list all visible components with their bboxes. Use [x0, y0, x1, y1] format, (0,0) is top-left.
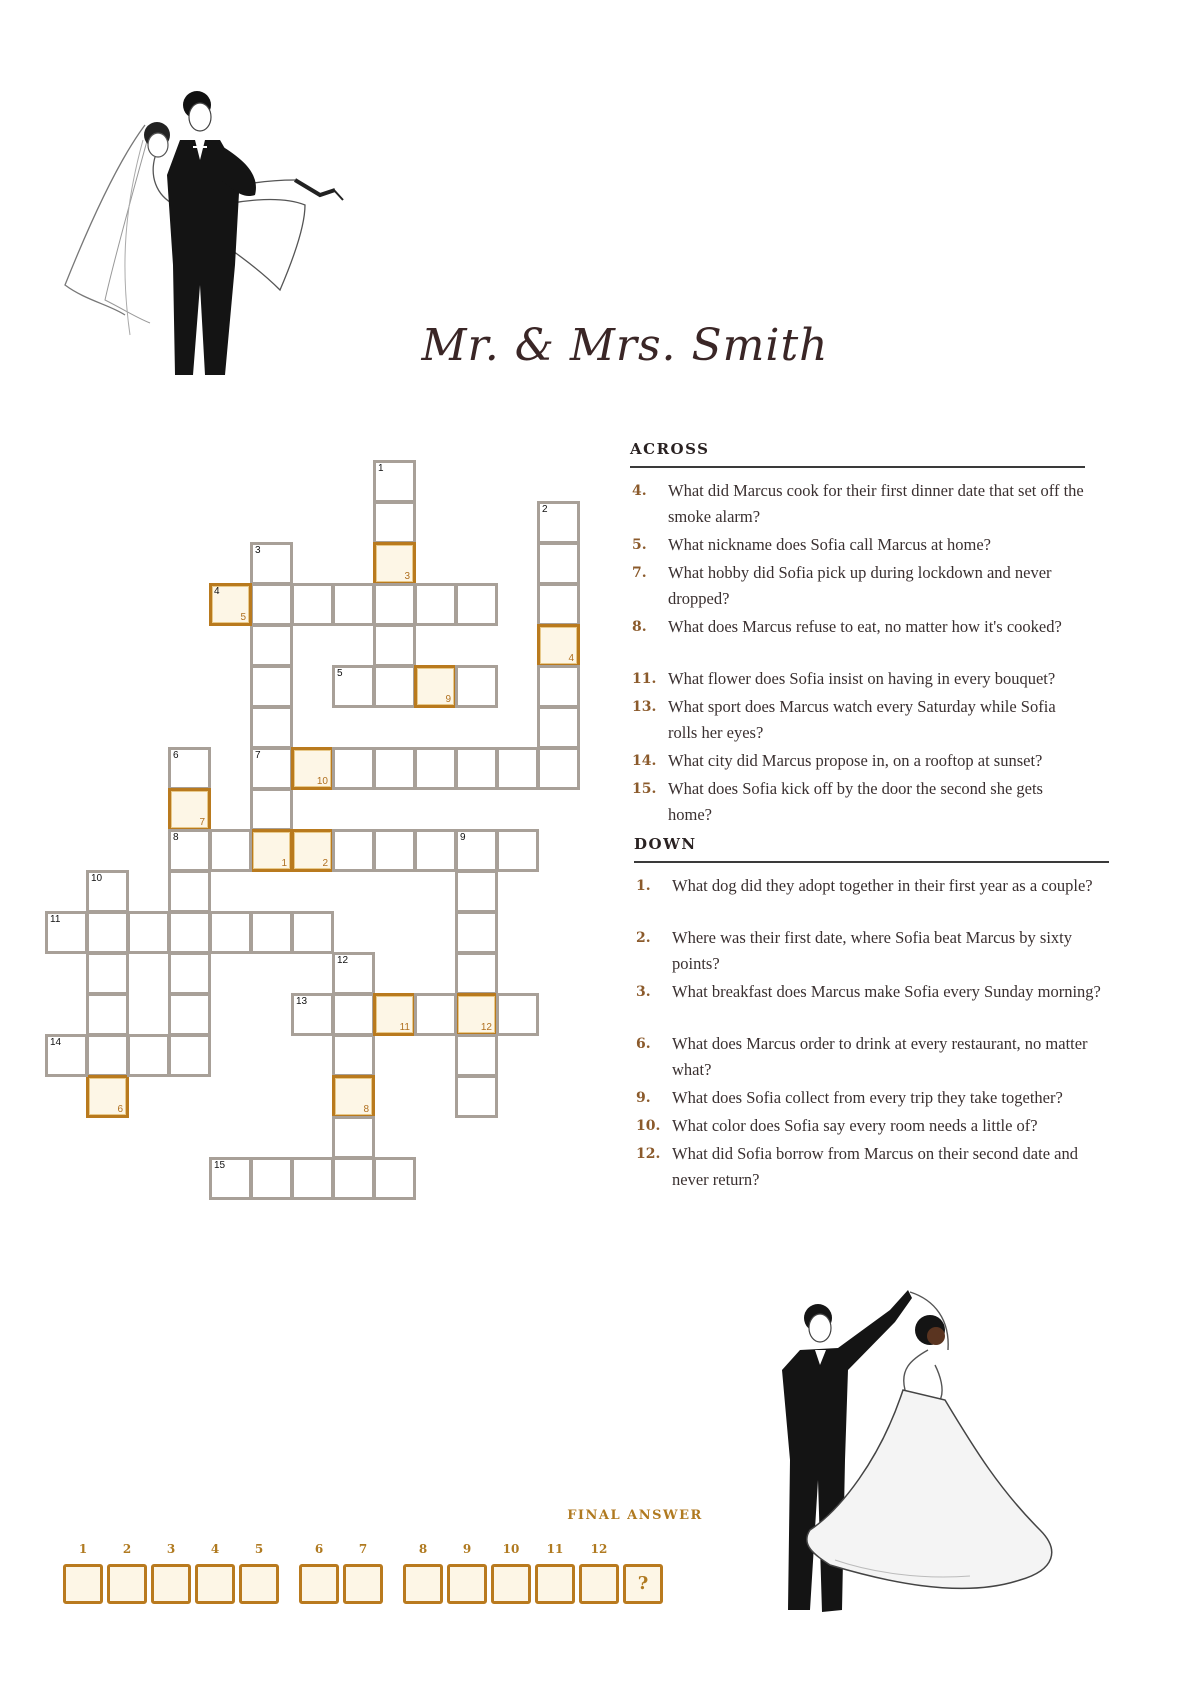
crossword-cell[interactable]	[332, 1157, 375, 1200]
crossword-cell[interactable]	[250, 788, 293, 831]
final-answer-label: 1	[78, 1542, 88, 1556]
final-answer-label: 11	[546, 1542, 564, 1556]
crossword-cell[interactable]	[86, 1034, 129, 1077]
crossword-cell[interactable]	[373, 829, 416, 872]
crossword-cell[interactable]	[127, 1034, 170, 1077]
final-answer-label: 3	[166, 1542, 176, 1556]
crossword-cell[interactable]	[168, 747, 211, 790]
highlighted-cell[interactable]	[537, 624, 580, 667]
crossword-cell[interactable]	[373, 460, 416, 503]
crossword-cell[interactable]	[332, 665, 375, 708]
crossword-cell[interactable]	[455, 1075, 498, 1118]
crossword-cell[interactable]	[537, 665, 580, 708]
crossword-cell[interactable]	[414, 829, 457, 872]
answer-letter-index: 3	[404, 571, 410, 582]
crossword-cell[interactable]	[455, 583, 498, 626]
across-clue: 13. What sport does Marcus watch every Saturday while Sofia rolls her eyes?	[632, 697, 1056, 742]
crossword-cell[interactable]	[537, 747, 580, 790]
highlighted-cell[interactable]	[455, 993, 498, 1036]
final-answer-box[interactable]	[299, 1564, 339, 1604]
answer-letter-index: 2	[322, 858, 328, 869]
crossword-cell[interactable]	[168, 993, 211, 1036]
crossword-cell[interactable]	[250, 542, 293, 585]
final-answer-box[interactable]	[151, 1564, 191, 1604]
highlighted-cell[interactable]	[209, 583, 252, 626]
highlighted-cell[interactable]	[291, 747, 334, 790]
crossword-cell[interactable]	[455, 829, 498, 872]
highlighted-cell[interactable]	[291, 829, 334, 872]
down-clue: 12. What did Sofia borrow from Marcus on their second date and never return?	[636, 1144, 1078, 1189]
page-title: Mr. & Mrs. Smith	[421, 320, 829, 371]
answer-letter-index: 10	[316, 776, 328, 787]
crossword-cell[interactable]	[45, 911, 88, 954]
crossword-cell[interactable]	[332, 1034, 375, 1077]
crossword-cell[interactable]	[86, 870, 129, 913]
final-answer-box[interactable]	[447, 1564, 487, 1604]
crossword-cell[interactable]	[168, 870, 211, 913]
crossword-cell[interactable]	[209, 829, 252, 872]
crossword-cell[interactable]	[373, 747, 416, 790]
across-clue: 15. What does Sofia kick off by the door the second she gets home?	[632, 779, 1043, 824]
crossword-cell[interactable]	[455, 665, 498, 708]
final-answer-label: 7	[358, 1542, 368, 1556]
crossword-cell[interactable]	[496, 747, 539, 790]
crossword-cell[interactable]	[250, 706, 293, 749]
crossword-cell[interactable]	[332, 1116, 375, 1159]
across-clue: 8. What does Marcus refuse to eat, no matter how it's cooked?	[632, 617, 1062, 636]
couple-dancing-illustration	[760, 1280, 1090, 1640]
final-answer-label: 2	[122, 1542, 132, 1556]
answer-letter-index: 6	[117, 1104, 123, 1115]
crossword-cell[interactable]	[373, 1157, 416, 1200]
highlighted-cell[interactable]	[373, 993, 416, 1036]
crossword-cell[interactable]	[209, 911, 252, 954]
across-clues	[630, 440, 1085, 828]
final-answer-label: 6	[314, 1542, 324, 1556]
crossword-cell[interactable]	[332, 993, 375, 1036]
down-clues	[634, 835, 1109, 1193]
down-clue: 3. What breakfast does Marcus make Sofia every Sunday morning?	[636, 982, 1101, 1001]
across-clue: 11. What flower does Sofia insist on having in every bouquet?	[632, 669, 1056, 688]
clue-number: 14	[50, 1037, 62, 1048]
crossword-cell[interactable]	[45, 1034, 88, 1077]
down-clue: 1. What dog did they adopt together in their first year as a couple?	[636, 876, 1093, 895]
clue-number: 4	[214, 586, 220, 597]
clue-number: 2	[542, 504, 548, 515]
crossword-cell[interactable]	[86, 993, 129, 1036]
answer-letter-index: 4	[568, 653, 574, 664]
answer-letter-index: 11	[399, 1022, 410, 1033]
across-clue: 5. What nickname does Sofia call Marcus at home?	[632, 535, 992, 554]
highlighted-cell[interactable]	[250, 829, 293, 872]
final-answer-mystery-box[interactable]: ?	[623, 1564, 663, 1604]
clue-number: 11	[50, 914, 61, 925]
crossword-cell[interactable]	[250, 665, 293, 708]
final-answer-box[interactable]	[343, 1564, 383, 1604]
crossword-cell[interactable]	[414, 993, 457, 1036]
crossword-cell[interactable]	[537, 583, 580, 626]
final-answer-box[interactable]	[403, 1564, 443, 1604]
clue-number: 13	[296, 996, 308, 1007]
crossword-cell[interactable]	[414, 583, 457, 626]
crossword-cell[interactable]	[250, 747, 293, 790]
down-list	[634, 873, 1109, 1193]
final-answer-heading: FINAL ANSWER	[567, 1508, 703, 1523]
crossword-cell[interactable]	[496, 829, 539, 872]
down-heading: DOWN	[634, 835, 1109, 863]
crossword-cell[interactable]	[86, 911, 129, 954]
crossword-cell[interactable]	[250, 583, 293, 626]
crossword-cell[interactable]	[168, 911, 211, 954]
down-clue: 10. What color does Sofia say every room needs a little of?	[636, 1116, 1038, 1135]
final-answer-box[interactable]	[195, 1564, 235, 1604]
answer-letter-index: 12	[480, 1022, 492, 1033]
clue-number: 8	[173, 832, 179, 843]
final-answer-label: 9	[462, 1542, 472, 1556]
crossword-cell[interactable]	[250, 911, 293, 954]
across-clue: 14. What city did Marcus propose in, on a rooftop at sunset?	[632, 751, 1043, 770]
answer-letter-index: 8	[363, 1104, 369, 1115]
highlighted-cell[interactable]	[414, 665, 457, 708]
crossword-cell[interactable]	[373, 501, 416, 544]
answer-letter-index: 1	[281, 858, 287, 869]
crossword-cell[interactable]	[291, 993, 334, 1036]
across-list	[630, 478, 1085, 828]
final-answer-box[interactable]	[107, 1564, 147, 1604]
crossword-cell[interactable]	[250, 624, 293, 667]
crossword-cell[interactable]	[127, 911, 170, 954]
final-answer-label: 5	[254, 1542, 264, 1556]
highlighted-cell[interactable]	[373, 542, 416, 585]
couple-carry-illustration	[55, 85, 365, 390]
crossword-cell[interactable]	[455, 747, 498, 790]
crossword-cell[interactable]	[373, 665, 416, 708]
crossword-cell[interactable]	[332, 829, 375, 872]
crossword-cell[interactable]	[291, 911, 334, 954]
crossword-cell[interactable]	[455, 1034, 498, 1077]
crossword-cell[interactable]	[373, 583, 416, 626]
answer-letter-index: 5	[240, 612, 246, 623]
across-clue: 7. What hobby did Sofia pick up during lockdown and never dropped?	[632, 563, 1052, 608]
crossword-cell[interactable]	[537, 501, 580, 544]
highlighted-cell[interactable]	[168, 788, 211, 831]
across-heading: ACROSS	[630, 440, 1085, 468]
crossword-cell[interactable]	[86, 952, 129, 995]
crossword-cell[interactable]	[332, 747, 375, 790]
clue-number: 15	[214, 1160, 226, 1171]
final-answer-box[interactable]	[239, 1564, 279, 1604]
answer-letter-index: 7	[199, 817, 205, 828]
crossword-cell[interactable]	[332, 583, 375, 626]
crossword-cell[interactable]	[373, 624, 416, 667]
crossword-cell[interactable]	[250, 1157, 293, 1200]
crossword-cell[interactable]	[291, 583, 334, 626]
clue-number: 12	[337, 955, 349, 966]
crossword-cell[interactable]	[168, 1034, 211, 1077]
clue-number: 9	[460, 832, 466, 843]
down-clue: 9. What does Sofia collect from every trip they take together?	[636, 1088, 1063, 1107]
crossword-cell[interactable]	[537, 542, 580, 585]
crossword-cell[interactable]	[209, 1157, 252, 1200]
highlighted-cell[interactable]	[332, 1075, 375, 1118]
crossword-cell[interactable]	[414, 747, 457, 790]
crossword-cell[interactable]	[168, 952, 211, 995]
final-answer-label: 10	[502, 1542, 520, 1556]
final-answer-box[interactable]	[579, 1564, 619, 1604]
clue-number: 5	[337, 668, 343, 679]
crossword-cell[interactable]	[537, 706, 580, 749]
final-answer-box[interactable]	[491, 1564, 531, 1604]
down-clue: 6. What does Marcus order to drink at every restaurant, no matter what?	[636, 1034, 1088, 1079]
crossword-cell[interactable]	[168, 829, 211, 872]
clue-number: 10	[91, 873, 103, 884]
crossword-cell[interactable]	[455, 911, 498, 954]
final-answer-label: 12	[590, 1542, 608, 1556]
final-answer-label: 4	[210, 1542, 220, 1556]
final-answer-label: 8	[418, 1542, 428, 1556]
crossword-cell[interactable]	[496, 993, 539, 1036]
down-clue: 2. Where was their first date, where Sofia beat Marcus by sixty points?	[636, 928, 1072, 973]
answer-letter-index: 9	[445, 694, 451, 705]
crossword-cell[interactable]	[455, 952, 498, 995]
crossword-cell[interactable]	[332, 952, 375, 995]
final-answer-box[interactable]	[535, 1564, 575, 1604]
clue-number: 7	[255, 750, 261, 761]
across-clue: 4. What did Marcus cook for their first dinner date that set off the smoke alarm?	[632, 481, 1084, 526]
crossword-cell[interactable]	[291, 1157, 334, 1200]
clue-number: 1	[378, 463, 384, 474]
clue-number: 3	[255, 545, 261, 556]
highlighted-cell[interactable]	[86, 1075, 129, 1118]
clue-number: 6	[173, 750, 179, 761]
crossword-cell[interactable]	[455, 870, 498, 913]
final-answer-box[interactable]	[63, 1564, 103, 1604]
